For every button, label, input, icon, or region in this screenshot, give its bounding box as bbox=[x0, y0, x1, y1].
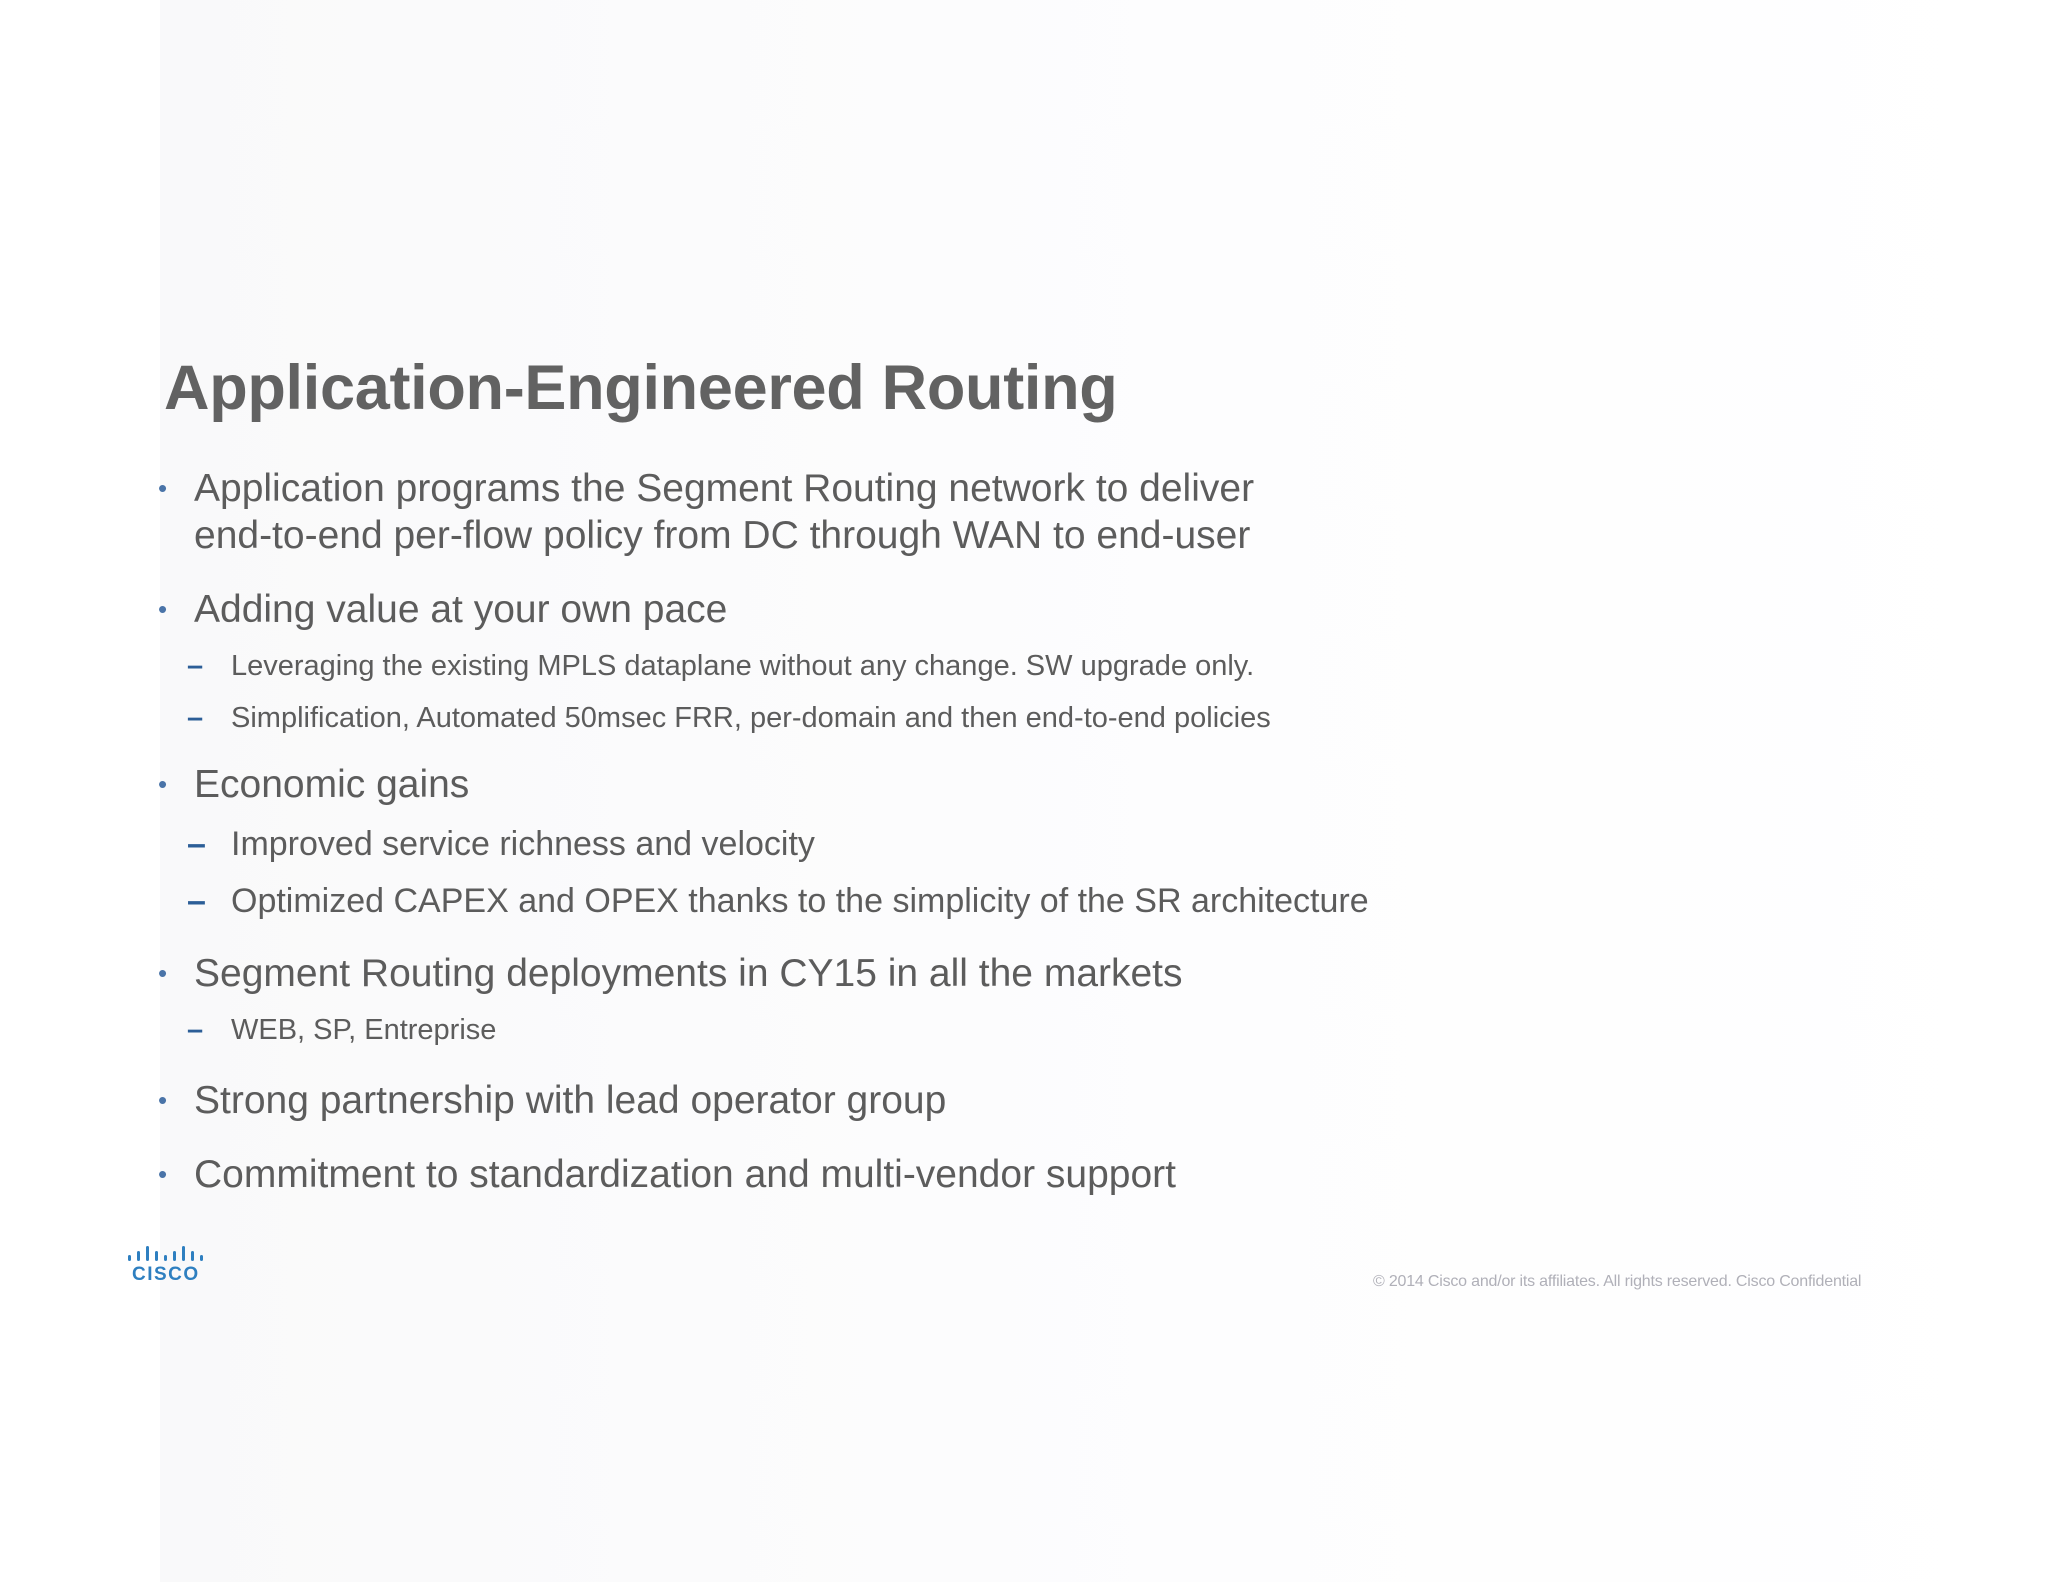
bullet-dot: • bbox=[158, 1159, 168, 1189]
bullet-4-text: Segment Routing deployments in CY15 in all the markets bbox=[194, 952, 1183, 995]
bullet-dot: • bbox=[158, 473, 168, 503]
bullet-3-text: Economic gains bbox=[194, 763, 470, 806]
bullet-2-sub-1 bbox=[187, 648, 1255, 684]
bullet-1-line-2: end-to-end per-flow policy from DC through WAN to end-user bbox=[194, 514, 1251, 557]
bullet-3-sub-1 bbox=[187, 824, 815, 864]
bullet-1-line-1: Application programs the Segment Routing network to deliver bbox=[194, 467, 1255, 510]
bullet-2-sub-2-text: Simplification, Automated 50msec FRR, per-domain and then end-to-end policies bbox=[231, 702, 1271, 734]
bullet-3-sub-2-text: Optimized CAPEX and OPEX thanks to the simplicity of the SR architecture bbox=[231, 882, 1369, 920]
cisco-logo-wordmark: CISCO bbox=[132, 1264, 200, 1285]
bullet-2 bbox=[158, 586, 728, 633]
bullet-3 bbox=[158, 761, 470, 808]
bullet-4-sub-1 bbox=[187, 1012, 497, 1048]
bullet-6 bbox=[158, 1151, 1176, 1198]
sub-dash: – bbox=[187, 702, 204, 734]
bullet-dot: • bbox=[158, 769, 168, 799]
bullet-2-text: Adding value at your own pace bbox=[194, 588, 728, 631]
bullet-4 bbox=[158, 950, 1183, 997]
sub-dash: – bbox=[187, 882, 206, 920]
slide-title: Application-Engineered Routing bbox=[164, 353, 1118, 423]
bullet-5-text: Strong partnership with lead operator group bbox=[194, 1079, 947, 1122]
bullet-dot: • bbox=[158, 594, 168, 624]
copyright-notice: © 2014 Cisco and/or its affiliates. All rights reserved. Cisco Confidential bbox=[1373, 1273, 1862, 1290]
bullet-dot: • bbox=[158, 1085, 168, 1115]
sub-dash: – bbox=[187, 1014, 204, 1046]
bullet-2-sub-2 bbox=[187, 700, 1271, 736]
sub-dash: – bbox=[187, 825, 206, 863]
cisco-logo bbox=[126, 1244, 204, 1289]
bullet-3-sub-1-text: Improved service richness and velocity bbox=[231, 825, 815, 863]
sub-dash: – bbox=[187, 650, 204, 682]
bullet-1-continuation bbox=[194, 512, 1250, 559]
bullet-5 bbox=[158, 1077, 947, 1124]
bullet-4-sub-1-text: WEB, SP, Entreprise bbox=[231, 1014, 497, 1046]
cisco-bridge-bars-icon bbox=[126, 1244, 204, 1264]
bullet-dot: • bbox=[158, 958, 168, 988]
bullet-3-sub-2 bbox=[187, 881, 1369, 921]
bullet-6-text: Commitment to standardization and multi-vendor support bbox=[194, 1153, 1176, 1196]
bullet-1 bbox=[158, 465, 1255, 512]
bullet-2-sub-1-text: Leveraging the existing MPLS dataplane without any change. SW upgrade only. bbox=[231, 650, 1255, 682]
